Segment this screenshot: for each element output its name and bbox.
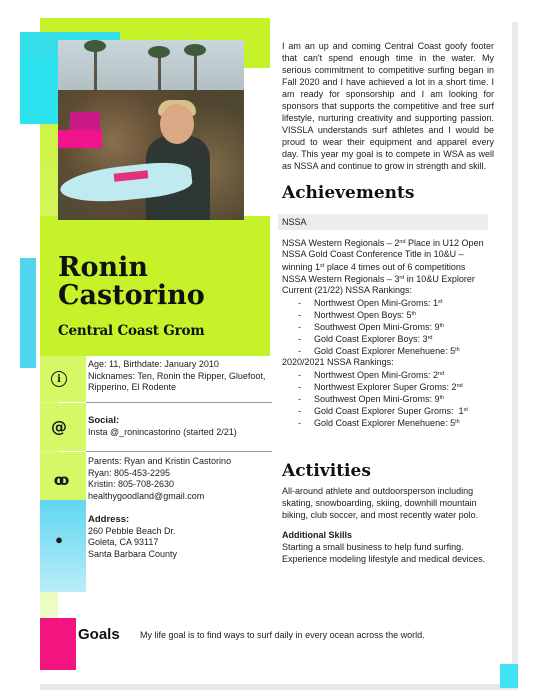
ranking-item: - Southwest Open Mini-Groms: 9th (298, 322, 445, 332)
address-text: Address: 260 Pebble Beach Dr. Goleta, CA 93117 Santa Barbara County (88, 514, 178, 559)
achievement-line: NSSA Gold Coast Conference Title in 10&U – (282, 249, 464, 259)
palm-leaves (184, 44, 206, 56)
achievements-heading: Achievements (282, 183, 415, 203)
instagram-handle[interactable]: Insta @_ronincastorino (started 2/21) (88, 426, 237, 437)
about-text: Age: 11, Birthdate: January 2010 Nicknames: Ten, Ronin the Ripper, Gluefoot, Ripperino, El Rodente (88, 359, 266, 392)
social-text: Social: Insta @_ronincastorino (started 2/21) (88, 415, 272, 438)
achievement-line: NSSA Western Regionals – 3rd in 10&U Explorer (282, 274, 475, 284)
face (160, 104, 194, 144)
at-icon: @ (51, 416, 67, 436)
athlete-name (58, 254, 205, 310)
achievement-line: NSSA Western Regionals – 2nd Place in U12 Open (282, 238, 484, 248)
parents-text: Parents: Ryan and Kristin Castorino Ryan: 805-453-2295 Kristin: 805-708-2630 healthygoodland@gmail.com (88, 456, 272, 502)
info-icon: i (48, 368, 70, 390)
activities-text: All-around athlete and outdoorsperson including skating, snowboarding, skiing, downhill mountain biking, club soccer, and most recently water polo. (282, 486, 479, 520)
tagline: Central Coast Grom (58, 323, 205, 339)
nssa-band: NSSA (278, 214, 488, 230)
goals-heading: Goals (78, 626, 120, 643)
cyan-corner-block-bottom (500, 664, 518, 688)
address-row (40, 510, 272, 570)
ranking-item: - Northwest Open Mini-Groms: 1st (298, 298, 443, 308)
email-link[interactable]: healthygoodland@gmail.com (88, 490, 205, 501)
ranking-item: - Northwest Explorer Super Groms: 2nd (298, 382, 463, 392)
skills-text: Starting a small business to help fund surfing. Experience modeling lifestyle and medical devices. (282, 542, 486, 564)
palm-leaves (148, 46, 170, 58)
ranking-item: - Northwest Open Mini-Groms: 2nd (298, 370, 445, 380)
ranking-item: - Gold Coast Explorer Menehuene: 5th (298, 418, 460, 428)
map-pin-icon: ● (55, 531, 63, 547)
activities-heading: Activities (282, 461, 371, 481)
goals-text: My life goal is to find ways to surf daily in every ocean across the world. (140, 630, 425, 640)
skills-heading: Additional Skills (282, 530, 353, 540)
pink-goals-block (40, 618, 76, 670)
ranking-item: - Northwest Open Boys: 5th (298, 310, 417, 320)
intro-paragraph: I am an up and coming Central Coast goofy footer that can't spend enough time in the water. My serious commitment to competitive surfing began in Fall 2020 and I have achieved a lot in a short time. I am ready for sponsorship and I am looking for sponsors that supports the competitive and free surf lifestyle, nurturing creativity and supporting passion. VISSLA understands surf athletes and I would be proud to wear their equipment and apparel every day. This year my goal is to compete in WSA as well as NSSA and continue to grow in strength and skill. (282, 41, 494, 171)
past-rankings-heading: 2020/2021 NSSA Rankings: (282, 357, 394, 367)
magenta-bar (58, 130, 102, 148)
palm-leaves (84, 40, 106, 52)
ranking-item: - Gold Coast Explorer Super Groms: 1st (298, 406, 468, 416)
ranking-item: - Southwest Open Mini-Groms: 9th (298, 394, 445, 404)
about-row (40, 356, 272, 402)
ranking-item: - Gold Coast Explorer Boys: 3rd (298, 334, 433, 344)
cyan-side-block (20, 258, 36, 368)
social-row (40, 403, 272, 451)
last-name: Castorino (58, 280, 205, 311)
first-name: Ronin (58, 252, 148, 283)
link-icon: oo (53, 471, 65, 489)
achievement-line: Current (21/22) NSSA Rankings: (282, 285, 413, 295)
achievement-line: winning 1st place 4 times out of 6 competitions (282, 262, 466, 272)
ranking-item: - Gold Coast Explorer Menehuene: 5th (298, 346, 460, 356)
